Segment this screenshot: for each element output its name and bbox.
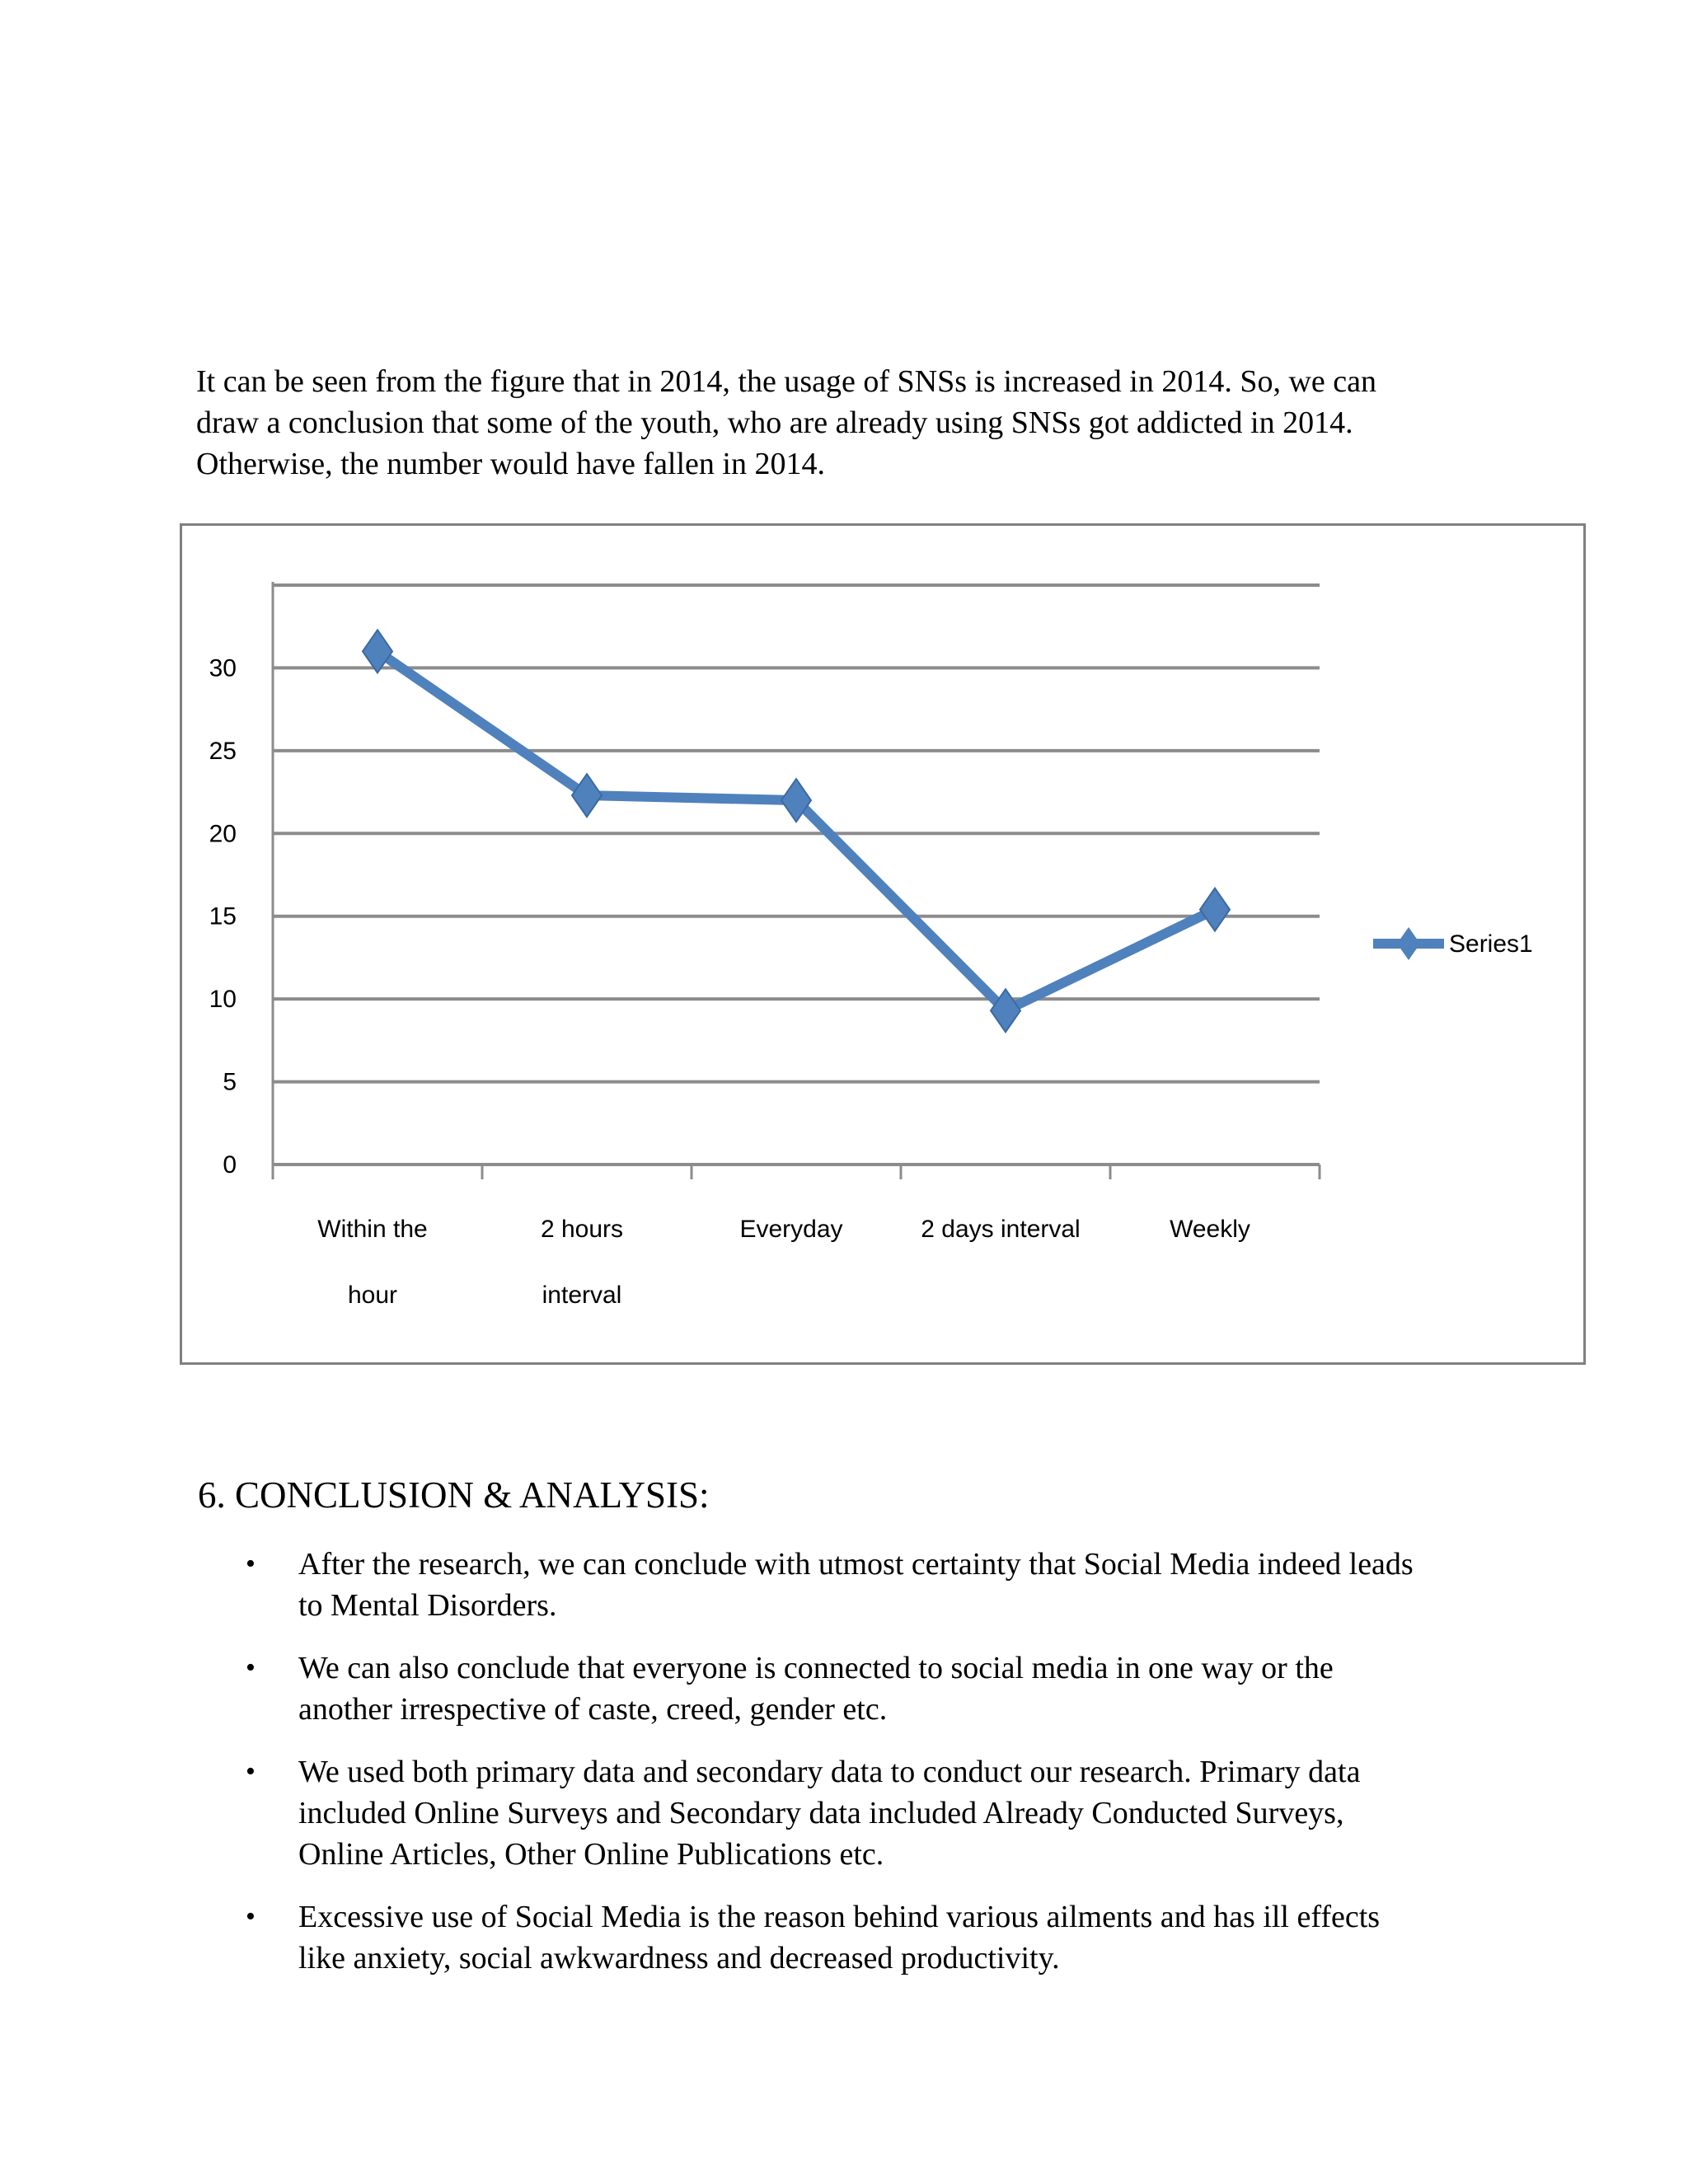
data-point-marker xyxy=(1200,888,1230,931)
list-item xyxy=(198,1544,1484,1626)
y-tick-label: 15 xyxy=(209,902,237,930)
list-item-line: After the research, we can conclude with utmost certainty that Social Media indeed leads xyxy=(298,1547,1414,1582)
x-tick-label: 2 hours xyxy=(540,1216,624,1243)
intro-paragraph xyxy=(196,361,1482,485)
y-tick-label: 25 xyxy=(209,737,237,765)
list-item-line: another irrespective of caste, creed, gender etc. xyxy=(298,1692,888,1727)
y-tick-label: 20 xyxy=(209,820,237,848)
x-tick-label: 2 days interval xyxy=(921,1216,1081,1243)
bullet-icon: • xyxy=(246,1756,256,1787)
list-item-line: to Mental Disorders. xyxy=(298,1588,557,1623)
y-tick-label: 30 xyxy=(209,654,237,682)
x-tick-label: Weekly xyxy=(1170,1216,1250,1243)
conclusion-list xyxy=(198,1544,1484,2000)
y-tick-label: 5 xyxy=(223,1068,237,1096)
list-item xyxy=(198,1896,1484,1979)
intro-line: It can be seen from the figure that in 2014, the usage of SNSs is increased in 2014. So, we can xyxy=(196,364,1377,399)
x-tick-label: Within the xyxy=(317,1216,428,1243)
y-tick-label: 0 xyxy=(223,1151,237,1179)
x-tick-label: Everyday xyxy=(739,1216,843,1243)
list-item-line: Online Articles, Other Online Publications etc. xyxy=(298,1837,884,1872)
section-heading: 6. CONCLUSION & ANALYSIS: xyxy=(198,1474,710,1516)
intro-line: Otherwise, the number would have fallen in 2014. xyxy=(196,447,825,481)
bullet-icon: • xyxy=(246,1652,256,1683)
list-item xyxy=(198,1647,1484,1730)
line-chart xyxy=(180,523,1586,1365)
bullet-icon: • xyxy=(246,1549,256,1579)
x-tick-label: hour xyxy=(347,1282,398,1309)
intro-line: draw a conclusion that some of the youth, who are already using SNSs got addicted in 2014. xyxy=(196,405,1353,440)
series-line xyxy=(377,651,1215,1010)
data-point-marker xyxy=(572,774,602,817)
list-item-line: We can also conclude that everyone is connected to social media in one way or the xyxy=(298,1651,1334,1685)
list-item xyxy=(198,1751,1484,1875)
list-item-line: Excessive use of Social Media is the reason behind various ailments and has ill effects xyxy=(298,1900,1381,1934)
list-item-line: We used both primary data and secondary data to conduct our research. Primary data xyxy=(298,1755,1361,1789)
chart-canvas xyxy=(182,526,1588,1367)
x-tick-label: interval xyxy=(542,1282,622,1309)
legend-marker xyxy=(1397,927,1420,960)
y-tick-label: 10 xyxy=(209,986,237,1014)
legend-label: Series1 xyxy=(1449,930,1533,958)
list-item-line: included Online Surveys and Secondary data included Already Conducted Surveys, xyxy=(298,1796,1344,1830)
list-item-line: like anxiety, social awkwardness and decreased productivity. xyxy=(298,1941,1060,1975)
bullet-icon: • xyxy=(246,1901,256,1932)
